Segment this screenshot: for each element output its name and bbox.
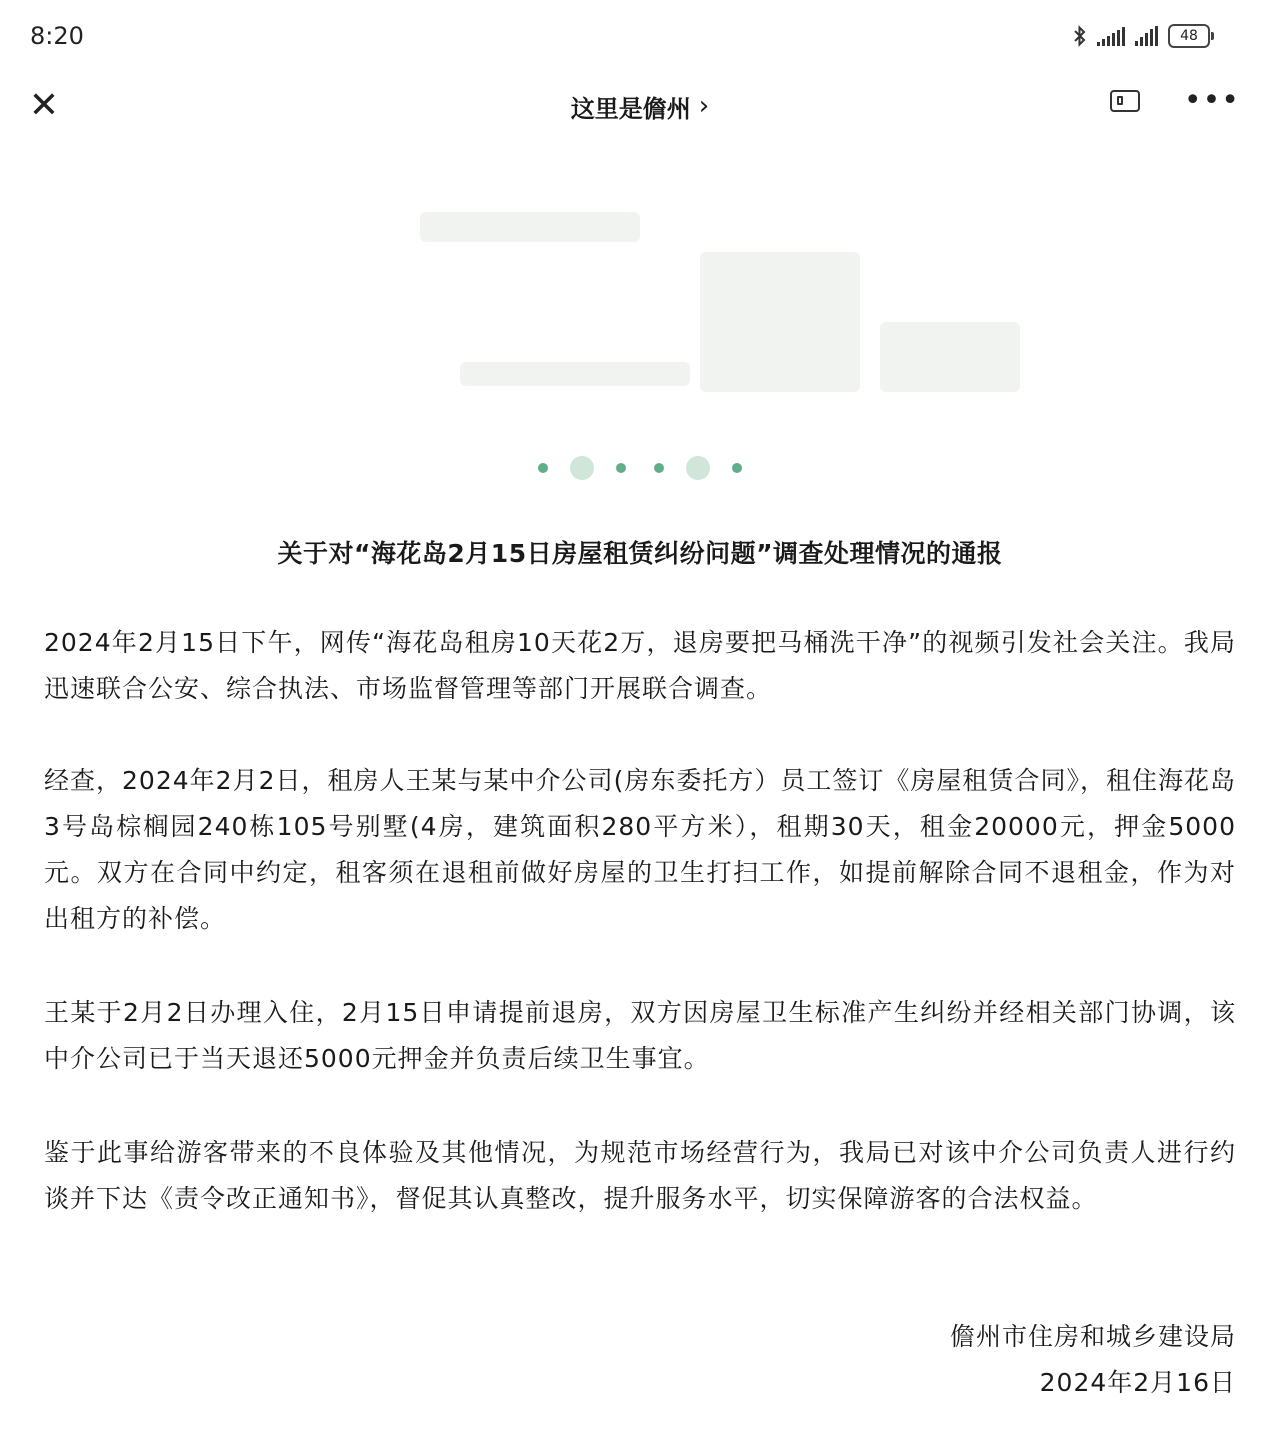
loading-dot — [538, 463, 548, 473]
signal-icon — [1135, 26, 1158, 46]
article-body — [44, 530, 1236, 1397]
placeholder-shape — [460, 362, 690, 386]
more-icon[interactable]: ••• — [1183, 83, 1240, 118]
issuer-name: 儋州市住房和城乡建设局 — [949, 1322, 1236, 1351]
placeholder-shape — [700, 252, 860, 392]
article-title: 关于对“海花岛2月15日房屋租赁纠纷问题”调查处理情况的通报 — [277, 539, 1003, 568]
article-paragraph: 2024年2月15日下午，网传“海花岛租房10天花2万，退房要把马桶洗干净”的视频引发社会关注。我局迅速联合公安、综合执法、市场监督管理等部门开展联合调查。 — [44, 628, 1236, 703]
placeholder-shape — [420, 212, 640, 242]
signal-icon — [1097, 26, 1125, 46]
nav-actions — [1110, 83, 1240, 118]
chevron-right-icon: › — [698, 91, 710, 121]
account-title-link[interactable] — [571, 89, 709, 124]
loading-dot — [732, 463, 742, 473]
battery-icon: 48 — [1168, 24, 1210, 48]
loading-dot — [654, 463, 664, 473]
loading-dot — [616, 463, 626, 473]
image-placeholder — [0, 142, 1280, 502]
placeholder-shape — [880, 322, 1020, 392]
status-time: 8:20 — [30, 22, 84, 50]
nav-bar — [0, 72, 1280, 140]
status-bar — [0, 0, 1280, 72]
bluetooth-icon — [1073, 25, 1087, 47]
loading-dot — [686, 456, 710, 480]
status-icons — [1073, 24, 1210, 48]
article-paragraph: 王某于2月2日办理入住，2月15日申请提前退房，双方因房屋卫生标准产生纠纷并经相关部门协调，该中介公司已于当天退还5000元押金并负责后续卫生事宜。 — [44, 998, 1236, 1073]
issue-date: 2024年2月16日 — [1039, 1368, 1236, 1397]
signature-block — [950, 1314, 1236, 1406]
article-paragraph: 经查，2024年2月2日，租房人王某与某中介公司(房东委托方）员工签订《房屋租赁合同》，租住海花岛3号岛棕榈园240栋105号别墅(4房，建筑面积280平方米），租期30天，租金20000元，押金5000元。双方在合同中约定，租客须在退租前做好房屋的卫生打扫工作，如提前解除合同不退租金，作为对出租方的补偿。 — [44, 766, 1236, 933]
loading-dot — [570, 456, 594, 480]
page-title: 这里是儋州 — [570, 94, 691, 123]
floating-window-icon[interactable] — [1110, 90, 1140, 112]
article-paragraph: 鉴于此事给游客带来的不良体验及其他情况，为规范市场经营行为，我局已对该中介公司负责人进行约谈并下达《责令改正通知书》，督促其认真整改，提升服务水平，切实保障游客的合法权益。 — [44, 1138, 1236, 1213]
close-icon[interactable]: ✕ — [28, 85, 60, 126]
loading-indicator — [0, 456, 1280, 480]
